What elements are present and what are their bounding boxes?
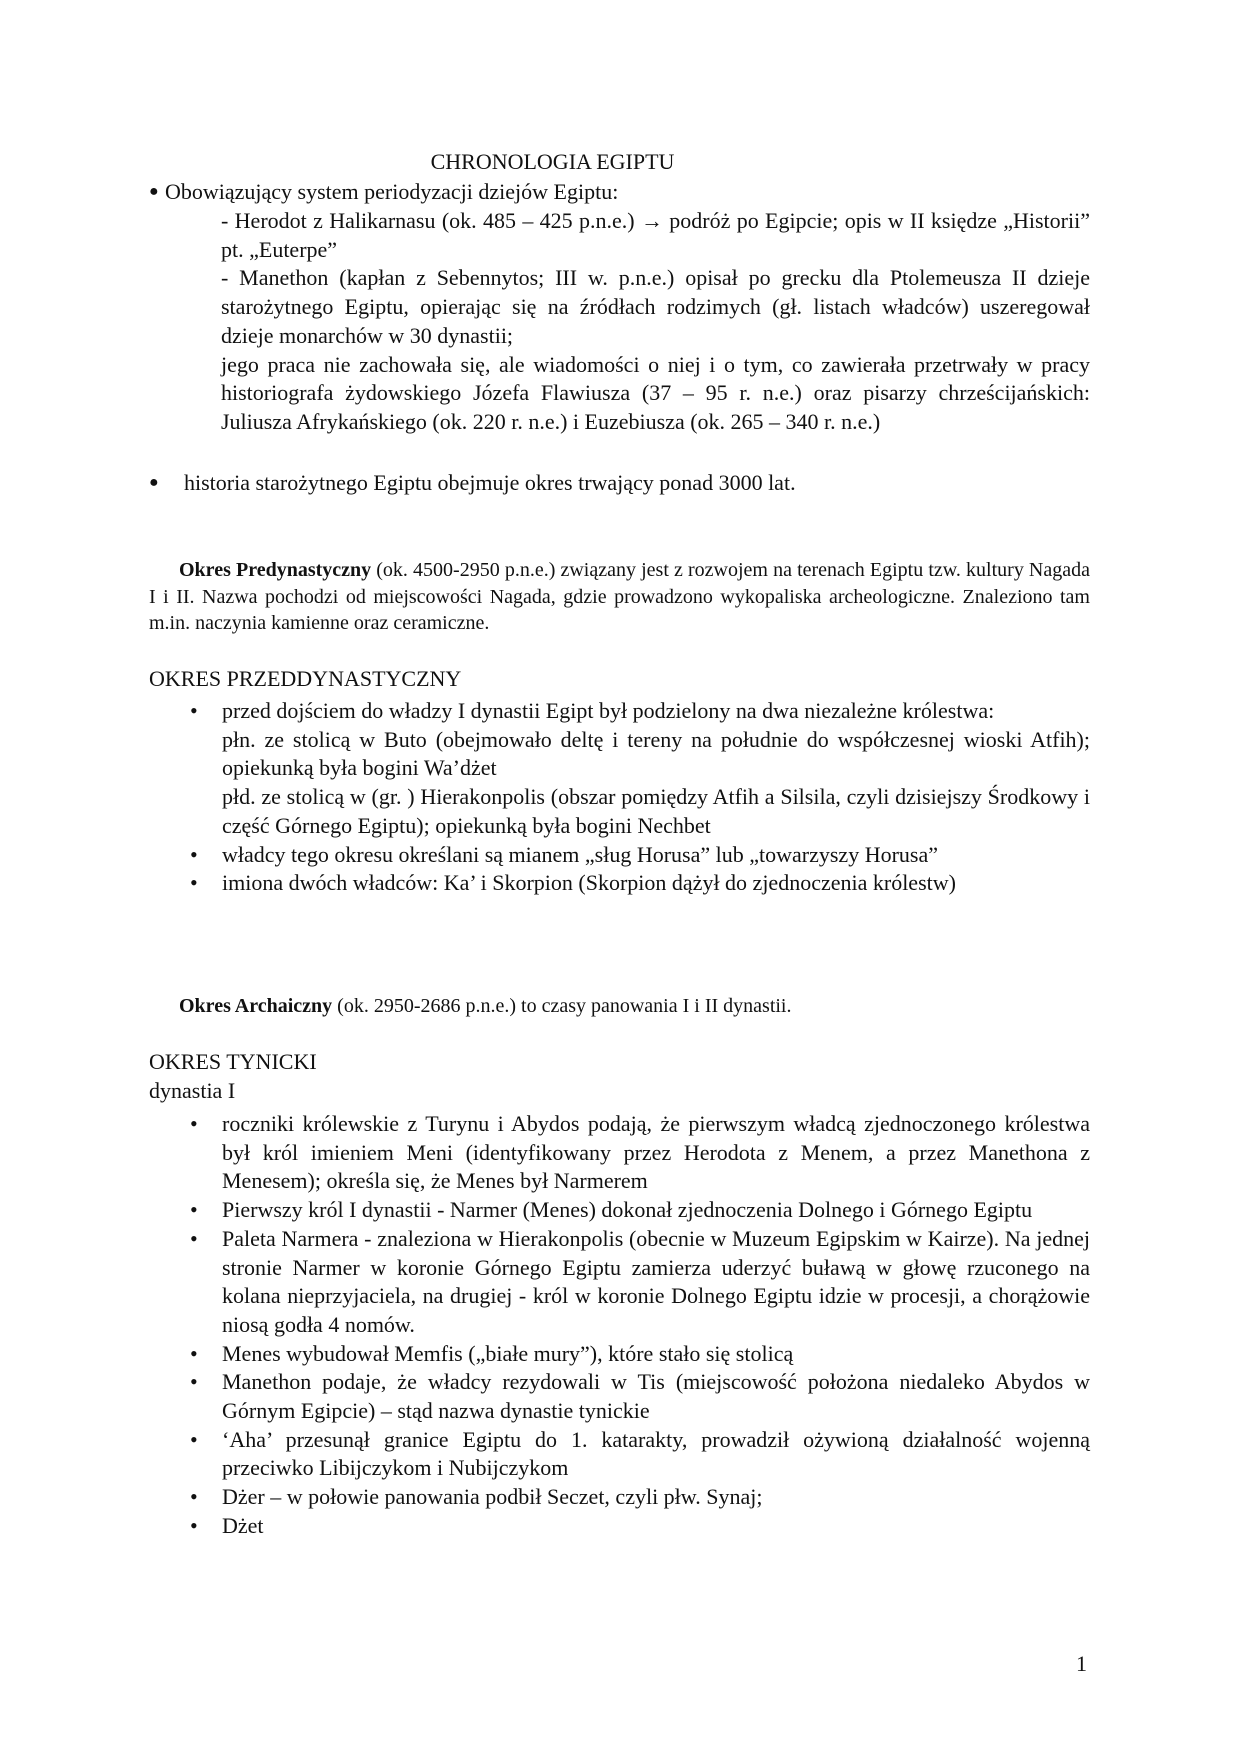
list-item (190, 1110, 1090, 1196)
list-item (190, 1426, 1090, 1483)
list-item (190, 869, 1090, 898)
bullet-icon: • (190, 1369, 198, 1395)
page-number: 1 (1076, 1651, 1087, 1676)
predynastic-text: (ok. 4500-2950 p.n.e.) związany jest z rozwojem na terenach Egiptu tzw. kultury Nagada I i II. Nazwa pochodzi od miejscowości Nagada, gdzie prowadzono wykopaliska archeologiczne. Znaleziono tam m.in. naczynia kamienne oraz ceramiczne. (149, 559, 1091, 634)
predynastic-paragraph (149, 557, 1090, 637)
list-item-text: Dżer – w połowie panowania podbił Seczet, czyli płw. Synaj; (222, 1484, 763, 1510)
list-item-text: Pierwszy król I dynastii - Narmer (Menes) dokonał zjednoczenia Dolnego i Górnego Egiptu (222, 1197, 1033, 1223)
list-item (190, 1512, 1090, 1541)
bullet-icon: • (190, 1111, 198, 1136)
list-item-text: imiona dwóch władców: Ka’ i Skorpion (Skorpion dążył do zjednoczenia królestw) (222, 870, 956, 896)
archaic-bold: Okres Archaiczny (179, 995, 333, 1017)
intro-bullet-1-text: Obowiązujący system periodyzacji dziejów Egiptu: (165, 179, 619, 204)
bullet-icon: ● (149, 183, 159, 200)
list-item (190, 1196, 1090, 1225)
list-item (190, 1483, 1090, 1512)
bullet-icon: • (190, 1484, 198, 1510)
bullet-icon: • (190, 1225, 198, 1251)
list-item-text: przed dojściem do władzy I dynastii Egipt był podzielony na dwa niezależne królestwa: (222, 698, 995, 723)
manethon-text: - Manethon (kapłan z Sebennytos; III w. p.n.e.) opisał po grecku dla Ptolemeusza II dzieje starożytnego Egiptu, opierając się na źródłach rodzimych (gł. listach władców) uszeregował dzieje monarchów w 30 dynastii; (221, 265, 1090, 348)
south-kingdom-text: płd. ze stolicą w (gr. ) Hierakonpolis (obszar pomiędzy Atfih a Silsila, czyli dzisiejszy Środkowy i część Górnego Egiptu); opiekunką była bogini Nechbet (222, 784, 1090, 838)
bullet-icon: • (190, 698, 198, 723)
archaic-text: (ok. 2950-2686 p.n.e.) to czasy panowania I i II dynastii. (332, 995, 792, 1017)
tynicki-list (190, 1110, 1090, 1541)
sources-text: jego praca nie zachowała się, ale wiadomości o niej i o tym, co zawierała przetrwały w pracy historiografa żydowskiego Józefa Flawiusza (37 – 95 r. n.e.) oraz pisarzy chrześcijańskich: Juliusza Afrykańskiego (ok. 220 r. n.e.) i Euzebiusza (ok. 265 – 340 r. n.e.) (221, 351, 1090, 434)
north-kingdom-text: płn. ze stolicą w Buto (obejmowało deltę i tereny na południe do współczesnej wioski Atfih); opiekunką była bogini Wa’dżet (222, 726, 1090, 781)
archaic-paragraph (149, 993, 1090, 1020)
subheading-dynastia: dynastia I (149, 1078, 236, 1103)
list-item (190, 1368, 1090, 1425)
heading-tynicki: OKRES TYNICKI (149, 1049, 317, 1074)
przeddynastyczny-list (190, 697, 1090, 898)
list-item-text: ‘Aha’ przesunął granice Egiptu do 1. katarakty, prowadził ożywioną działalność wojenną przeciwko Libijczykom i Nubijczykom (222, 1426, 1090, 1481)
list-item (190, 841, 1090, 870)
predynastic-bold: Okres Predynastyczny (179, 559, 372, 581)
intro-bullet-1 (149, 178, 1090, 207)
list-item-text: Manethon podaje, że władcy rezydowali w Tis (miejscowość położona niedaleko Abydos w Górnym Egipcie) – stąd nazwa dynastie tynickie (222, 1369, 1090, 1424)
intro-bullet-2-text: historia starożytnego Egiptu obejmuje okres trwający ponad 3000 lat. (184, 470, 796, 495)
document-title: CHRONOLOGIA EGIPTU (430, 149, 675, 174)
heading-przeddynastyczny: OKRES PRZEDDYNASTYCZNY (149, 666, 462, 691)
bullet-icon: • (190, 841, 198, 867)
list-item-text: Dżet (222, 1512, 264, 1538)
intro-bullet-2 (149, 469, 1090, 498)
bullet-icon: • (190, 1340, 198, 1366)
intro-sub-block (221, 207, 1090, 437)
herodot-text: - Herodot z Halikarnasu (ok. 485 – 425 p.n.e.) → podróż po Egipcie; opis w II księdze „Historii” pt. „Euterpe” (221, 208, 1090, 262)
bullet-icon: ● (149, 474, 159, 491)
list-item (190, 1225, 1090, 1340)
list-item-text: władcy tego okresu określani są mianem „sług Horusa” lub „towarzyszy Horusa” (222, 841, 938, 867)
list-item (190, 1340, 1090, 1369)
list-item (190, 697, 1090, 841)
list-item-text: Paleta Narmera - znaleziona w Hierakonpolis (obecnie w Muzeum Egipskim w Kairze). Na jednej stronie Narmer w koronie Górnego Egiptu zamierza uderzyć buławą w głowę rzuconego na kolana nieprzyjaciela, na drugiej - król w koronie Dolnego Egiptu idzie w procesji, a chorążowie niosą godła 4 nomów. (222, 1225, 1090, 1337)
list-item-text: Menes wybudował Memfis („białe mury”), które stało się stolicą (222, 1340, 794, 1366)
bullet-icon: • (190, 870, 198, 896)
list-item-text: roczniki królewskie z Turynu i Abydos podają, że pierwszym władcą zjednoczonego królestwa był król imieniem Meni (identyfikowany przez Herodota z Menem, a przez Manethona z Menesem); określa się, że Menes był Narmerem (222, 1111, 1090, 1194)
bullet-icon: • (190, 1426, 198, 1452)
bullet-icon: • (190, 1197, 198, 1223)
bullet-icon: • (190, 1512, 198, 1538)
